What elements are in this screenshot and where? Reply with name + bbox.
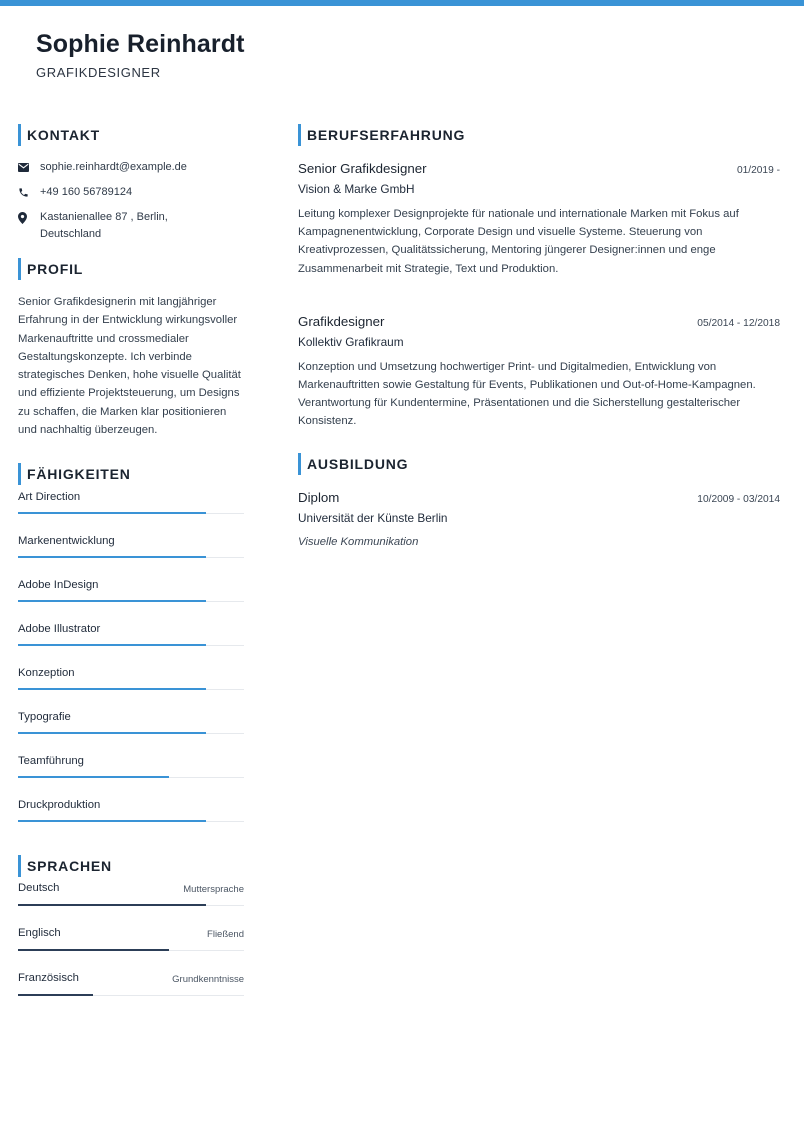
- skill-label: Druckproduktion: [18, 799, 101, 812]
- email-text: sophie.reinhardt@example.de: [40, 161, 187, 173]
- education-heading: AUSBILDUNG: [307, 455, 409, 472]
- language-level-bar: [18, 994, 93, 996]
- language-label: Französisch: [18, 972, 79, 985]
- skill-label: Typografie: [18, 711, 71, 724]
- skill-item: [18, 705, 244, 749]
- skill-label: Konzeption: [18, 667, 75, 680]
- skill-level-bar: [18, 688, 206, 690]
- job-company: Vision & Marke GmbH: [298, 182, 415, 196]
- job-title: GRAFIKDESIGNER: [36, 65, 161, 80]
- language-level: Grundkenntnisse: [172, 974, 244, 986]
- skill-level-bar: [18, 644, 206, 646]
- skills-list: [18, 485, 244, 837]
- education-school: Universität der Künste Berlin: [298, 510, 448, 525]
- skill-label: Teamführung: [18, 755, 84, 768]
- location-pin-icon: [18, 209, 40, 226]
- skill-level-bar: [18, 600, 206, 602]
- skill-label: Markenentwicklung: [18, 535, 115, 548]
- skill-item: [18, 573, 244, 617]
- job-description: Leitung komplexer Designprojekte für nationale und internationale Marken mit Fokus auf Kampagnenentwicklung, Corporate Design und visuelle Systeme. Steuerung von Kreativprozessen, Qualitätssicherung, Mentoring jüngerer Designer:innen und enge Zusammenarbeit mit Strategie, Text und Produktion.: [298, 208, 739, 275]
- profile-section: [18, 258, 244, 439]
- job-description: Konzeption und Umsetzung hochwertiger Print- und Digitalmedien, Entwicklung von Markenauftritten sowie Gestaltung für Events, Publikationen und Out-of-Home-Kampagnen. Verantwortung für Kundentermine, Präsentationen und die Sicherstellung gestalterischer Konsistenz.: [298, 360, 756, 428]
- top-accent-bar: [0, 0, 804, 6]
- skill-label: Adobe Illustrator: [18, 623, 101, 636]
- skill-level-bar: [18, 820, 206, 822]
- skills-heading: FÄHIGKEITEN: [27, 466, 131, 483]
- right-column: [298, 124, 780, 548]
- contact-phone[interactable]: [18, 184, 244, 201]
- job-date: 05/2014 - 12/2018: [697, 317, 780, 329]
- section-heading: [18, 463, 244, 485]
- education-date: 10/2009 - 03/2014: [697, 493, 780, 505]
- language-level: Fließend: [207, 929, 244, 941]
- education-degree: Diplom: [298, 489, 340, 505]
- language-label: Deutsch: [18, 882, 60, 895]
- section-accent: [18, 258, 21, 280]
- profile-heading: PROFIL: [27, 261, 84, 277]
- language-level-bar: [18, 949, 169, 951]
- section-accent: [298, 124, 301, 146]
- education-field: Visuelle Kommunikation: [298, 535, 419, 548]
- contact-heading: KONTAKT: [27, 127, 100, 143]
- skill-label: Art Direction: [18, 491, 81, 504]
- language-label: Englisch: [18, 927, 61, 940]
- language-item: [18, 967, 244, 1012]
- section-heading: [18, 258, 244, 280]
- person-name: Sophie Reinhardt: [36, 30, 245, 58]
- phone-icon: [18, 184, 40, 201]
- job-date: 01/2019 -: [736, 165, 780, 176]
- contact-email[interactable]: [18, 159, 244, 176]
- language-level: Muttersprache: [183, 884, 244, 896]
- languages-section: [18, 855, 244, 1012]
- skill-item: [18, 617, 244, 661]
- job-position: Grafikdesigner: [298, 313, 385, 329]
- skill-level-bar: [18, 732, 206, 734]
- section-heading: [298, 453, 780, 475]
- skill-item: [18, 793, 244, 837]
- section-heading: [18, 124, 244, 146]
- mail-icon: [18, 159, 40, 176]
- language-item: [18, 877, 244, 922]
- job-entry: [298, 314, 780, 431]
- job-company: Kollektiv Grafikraum: [298, 334, 404, 349]
- skill-item: [18, 485, 244, 529]
- job-entry: [298, 161, 780, 278]
- section-accent: [298, 453, 301, 475]
- experience-heading: BERUFSERFAHRUNG: [307, 127, 466, 143]
- skill-item: [18, 661, 244, 705]
- section-accent: [18, 463, 21, 485]
- skills-section: [18, 463, 244, 837]
- contact-address: [18, 209, 244, 243]
- skill-level-bar: [18, 512, 206, 514]
- job-position: Senior Grafikdesigner: [298, 161, 427, 176]
- phone-text: +49 160 56789124: [40, 186, 133, 198]
- education-section: [298, 453, 780, 548]
- contact-section: [18, 124, 244, 243]
- language-item: [18, 922, 244, 967]
- experience-section: [298, 124, 780, 431]
- address-text: Kastanienallee 87 , Berlin, Deutschland: [40, 211, 168, 240]
- skill-level-bar: [18, 776, 169, 778]
- skill-item: [18, 749, 244, 793]
- education-entry: [298, 490, 780, 548]
- skill-label: Adobe InDesign: [18, 579, 99, 592]
- skill-level-bar: [18, 556, 206, 558]
- languages-heading: SPRACHEN: [27, 858, 112, 875]
- left-column: [18, 124, 244, 1012]
- profile-text: Senior Grafikdesignerin mit langjähriger Erfahrung in der Entwicklung wirkungsvoller Markenauftritte und crossmedialer Gestaltungskonzepte. Ich verbinde strategisches Denken, hohe visuelle Qualität und effiziente Projektsteuerung, um Designs zu schaffen, die Marken klar positionieren und nachhaltig überzeugen.: [18, 296, 241, 437]
- section-heading: [18, 855, 244, 877]
- language-level-bar: [18, 904, 206, 906]
- section-accent: [18, 855, 21, 877]
- section-accent: [18, 124, 21, 146]
- languages-list: [18, 877, 244, 1012]
- section-heading: [298, 124, 780, 146]
- skill-item: [18, 529, 244, 573]
- resume-header: [36, 30, 245, 80]
